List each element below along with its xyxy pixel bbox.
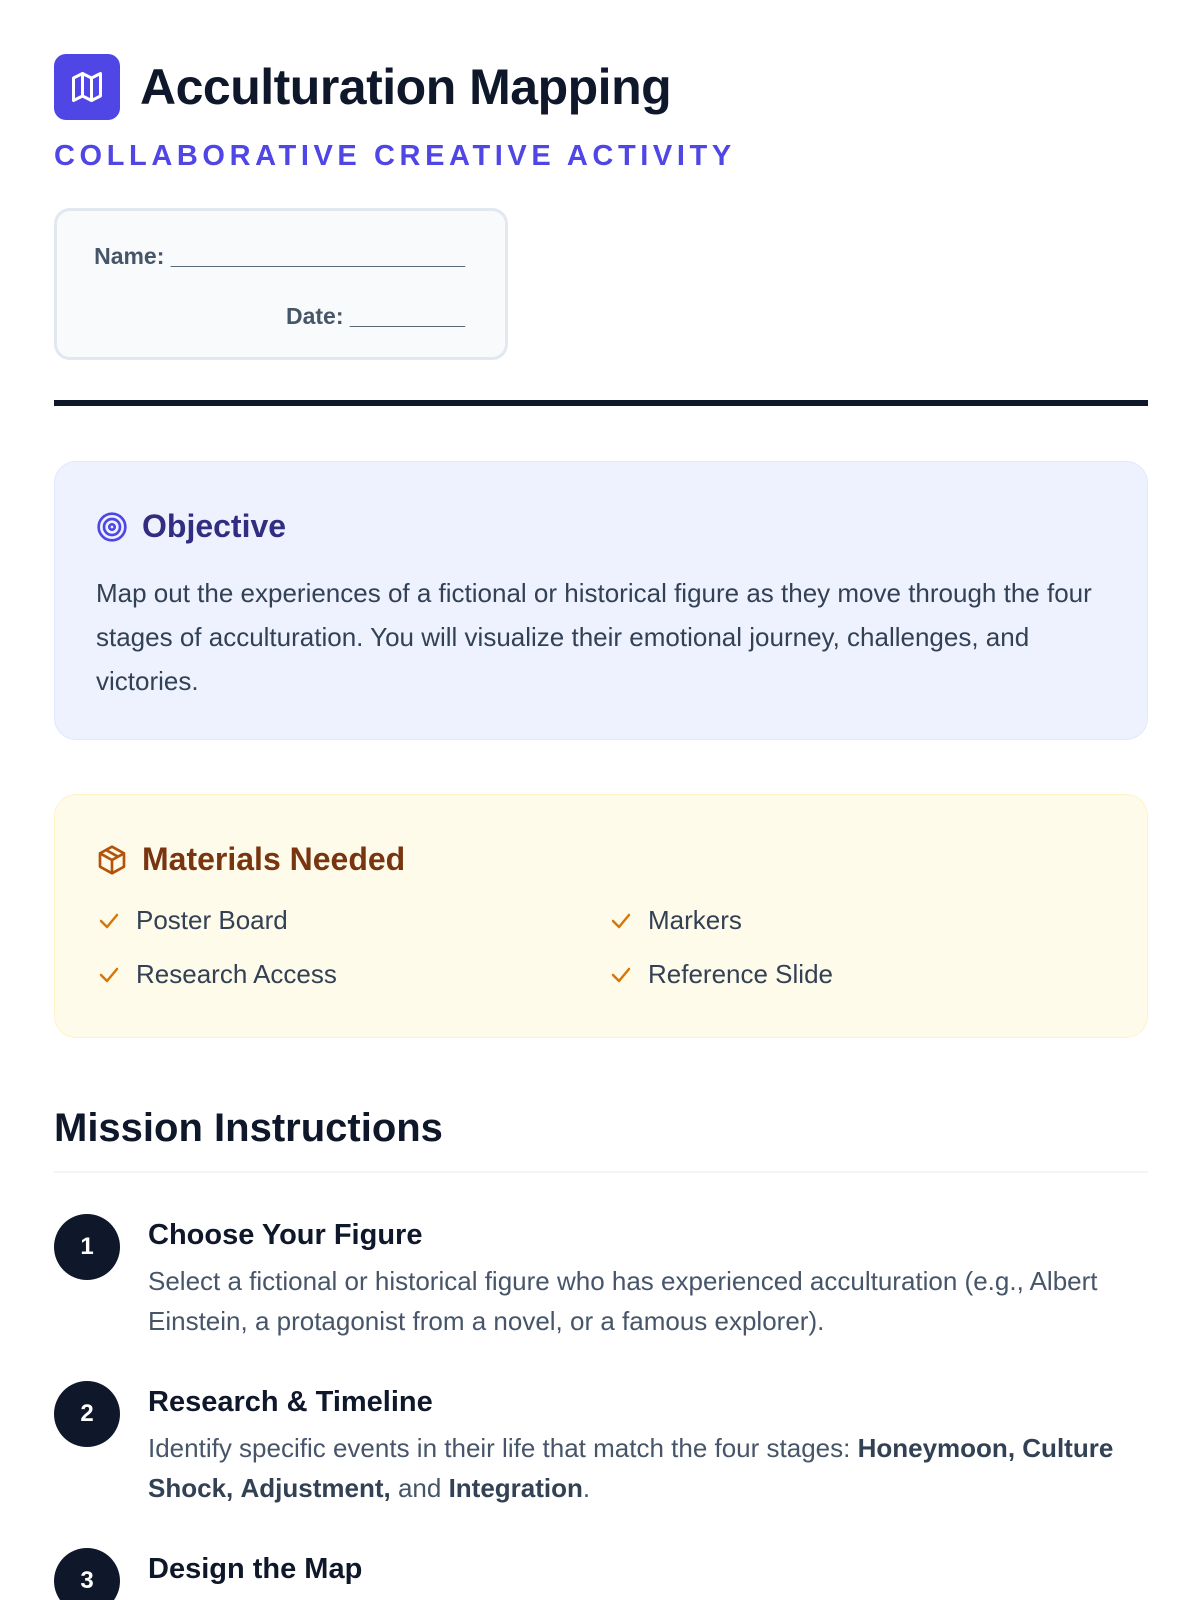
date-label: Date: (285, 303, 344, 329)
step-title: Design the Map (148, 1553, 363, 1585)
name-blank: _______________________ (170, 243, 465, 269)
materials-item (608, 905, 742, 936)
page-title: Acculturation Mapping (140, 59, 672, 115)
check-icon (608, 962, 634, 988)
objective-heading (96, 508, 286, 545)
step-description (148, 1428, 1148, 1508)
stage-name: Integration (448, 1473, 583, 1503)
box-icon (96, 844, 128, 876)
stage-name: Honeymoon, (857, 1433, 1016, 1463)
step-description-text: and (397, 1473, 442, 1503)
step-description-text: Identify specific events in their life that match the four stages: (148, 1433, 858, 1463)
materials-item (96, 959, 337, 990)
materials-item-label: Poster Board (136, 905, 288, 935)
objective-title: Objective (142, 508, 287, 544)
target-icon (96, 511, 128, 543)
step-number: 3 (54, 1548, 120, 1600)
materials-item-label: Reference Slide (648, 959, 833, 989)
materials-item (96, 905, 288, 936)
name-field[interactable] (94, 243, 465, 270)
step-description-text: . (582, 1473, 591, 1503)
header (54, 54, 671, 120)
map-icon (54, 54, 120, 120)
stage-name: Culture Shock, (148, 1433, 1114, 1503)
objective-text: Map out the experiences of a fictional or historical figure as they move through the four stages of acculturation. You will visualize their emotional journey, challenges, and victories. (96, 578, 1092, 696)
stage-name: Adjustment, (240, 1473, 391, 1503)
date-field[interactable] (286, 303, 465, 330)
materials-heading (96, 841, 405, 878)
page-subtitle: COLLABORATIVE CREATIVE ACTIVITY (54, 140, 736, 172)
step-number: 2 (54, 1381, 120, 1447)
materials-item-label: Research Access (136, 959, 337, 989)
step-number: 1 (54, 1214, 120, 1280)
step-description: Select a fictional or historical figure who has experienced acculturation (e.g., Albert Einstein, a protagonist from a novel, or a famous explorer). (148, 1266, 1098, 1336)
check-icon (96, 962, 122, 988)
mission-divider (54, 1171, 1148, 1173)
name-label: Name: (94, 243, 165, 269)
header-divider (54, 400, 1148, 406)
materials-title: Materials Needed (142, 841, 406, 877)
check-icon (608, 908, 634, 934)
materials-item (608, 959, 833, 990)
student-info-card (54, 208, 508, 360)
materials-item-label: Markers (648, 905, 742, 935)
step-title: Research & Timeline (148, 1386, 433, 1418)
mission-title: Mission Instructions (54, 1106, 443, 1150)
check-icon (96, 908, 122, 934)
step-title: Choose Your Figure (148, 1219, 423, 1251)
date-blank: _________ (349, 303, 465, 329)
